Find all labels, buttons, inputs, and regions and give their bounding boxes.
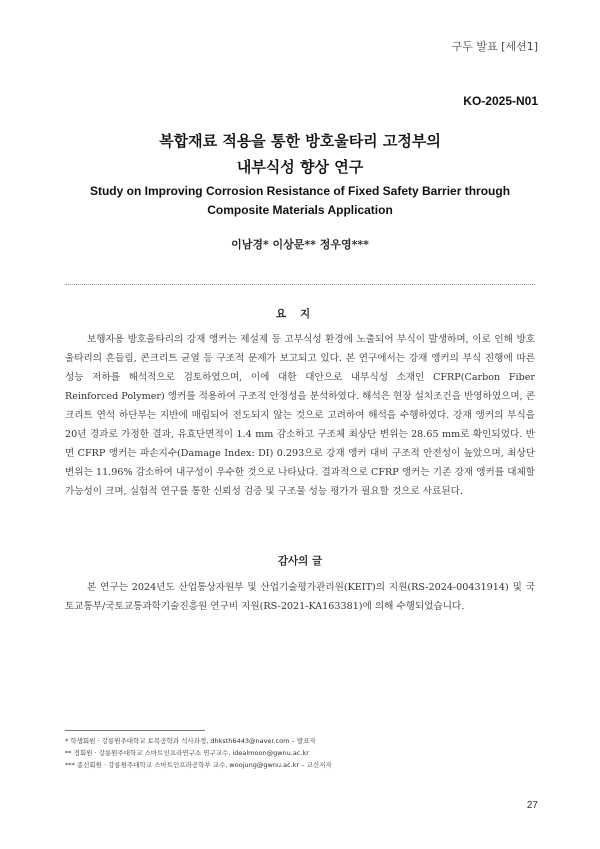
- abstract-heading: 요지: [275, 308, 325, 320]
- footnote-3: *** 종신회원 · 강릉원주대학교 스마트인프라공학부 교수, woojung@gwnu.ac.kr – 교신저자: [65, 761, 332, 769]
- footnote-divider: [65, 730, 205, 731]
- english-title-line-2: Composite Materials Application: [207, 203, 393, 217]
- page-number: 27: [526, 800, 538, 811]
- acknowledgement-heading: 감사의 글: [277, 555, 323, 567]
- korean-title-line-1: 복합재료 적용을 통한 방호울타리 고정부의: [159, 132, 441, 150]
- paper-id: KO-2025-N01: [463, 94, 538, 108]
- english-title: [60, 182, 540, 220]
- footnote-2: ** 정회원 · 강릉원주대학교 스마트인프라연구소 연구교수, idealmoon@gwnu.ac.kr: [65, 749, 309, 757]
- korean-title-line-2: 내부식성 향상 연구: [236, 158, 364, 176]
- english-title-line-1: Study on Improving Corrosion Resistance of Fixed Safety Barrier through: [89, 184, 511, 198]
- footnotes: [65, 735, 545, 771]
- dotted-divider: [65, 284, 535, 285]
- abstract-body: 보행자용 방호울타리의 강재 앵커는 제설제 등 고부식성 환경에 노출되어 부식이 발생하며, 이로 인해 방호울타리의 흔들림, 콘크리트 균열 등 구조적 문제가 보고되고 있다. 본 연구에서는 강재 앵커의 부식 진행에 따른 성능 저하를 해석적으로 검토하였으며, 이에 대한 대안으로 내부식성 소재인 CFRP(Carbon Fiber Reinforced Polymer) 앵커를 적용하여 구조적 안정성을 분석하였다. 해석은 현장 설치조건을 반영하였으며, 콘크리트 연석 하단부는 지반에 매립되어 전도되지 않는 것으로 고려하여 해석을 수행하였다. 강재 앵커의 부식을 20년 경과로 가정한 결과, 유효단면적이 1.4 mm 감소하고 구조체 최상단 변위는 28.65 mm로 확인되었다. 반면 CFRP 앵커는 파손지수(Damage Index: DI) 0.293으로 강재 앵커 대비 구조적 안전성이 높았으며, 최상단 변위는 11.96% 감소하여 내구성이 우수한 것으로 나타났다. 결과적으로 CFRP 앵커는 기존 강재 앵커를 대체할 가능성이 크며, 실험적 연구를 통한 신뢰성 검증 및 구조물 성능 평가가 필요할 것으로 사료된다.: [65, 334, 535, 497]
- session-label: 구두 발표 [세션1]: [451, 40, 538, 53]
- author-list: 이남경* 이상문** 정우영***: [231, 238, 369, 251]
- korean-title: [0, 128, 600, 180]
- footnote-1: * 학생회원 · 강릉원주대학교 토목공학과 석사과정, dhksth6443@naver.com – 발표자: [65, 737, 316, 745]
- acknowledgement-body: 본 연구는 2024년도 산업통상자원부 및 산업기술평가관리원(KEIT)의 지원(RS-2024-00431914) 및 국토교통부/국토교통과학기술진흥원 연구비 지원(RS-2021-KA163381)에 의해 수행되었습니다.: [65, 582, 535, 612]
